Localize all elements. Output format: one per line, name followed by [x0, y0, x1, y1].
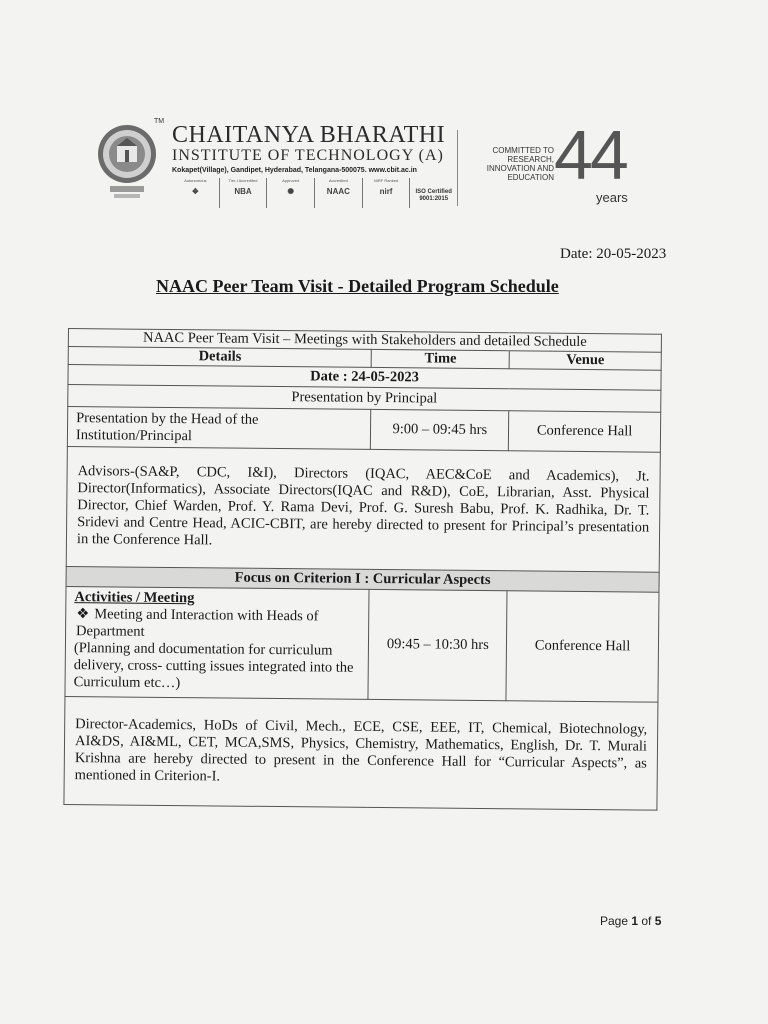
- accreditation-caption: Accredited: [328, 178, 348, 183]
- accreditation-naac: [315, 178, 363, 208]
- institute-address: Kokapet(Village), Gandipet, Hyderabad, Telangana-500075. www.cbit.ac.in: [172, 167, 417, 174]
- schedule-table: [63, 328, 662, 811]
- section2-time: 09:45 – 10:30 hrs: [368, 589, 507, 700]
- accreditation-mark: ❖: [191, 187, 199, 196]
- accreditation-mark: NAAC: [326, 187, 350, 196]
- accreditation-mark: nirf: [379, 187, 393, 196]
- header-time: Time: [372, 349, 510, 368]
- institute-subtitle: INSTITUTE OF TECHNOLOGY (A): [172, 147, 444, 164]
- page-mid: of: [638, 914, 655, 928]
- bullet-item: [74, 606, 361, 643]
- committed-tagline: COMMITTED TO RESEARCH, INNOVATION AND EDUCATION: [486, 146, 554, 182]
- trademark-symbol: TM: [154, 118, 165, 125]
- diamond-bullet-icon: ❖: [76, 606, 90, 623]
- accreditation-iso: [410, 178, 457, 208]
- accreditation-caption: Tier-I Accredited: [228, 178, 258, 183]
- accreditation-autonomous: [172, 178, 220, 208]
- section1-detail: Presentation by the Head of the Institution/Principal: [67, 407, 371, 450]
- section2-venue: Conference Hall: [506, 591, 659, 702]
- schedule-date: Date : 24-05-2023: [68, 365, 661, 391]
- header-divider: [457, 130, 458, 206]
- accreditation-caption: Approved: [282, 178, 300, 183]
- accreditation-mark: ✺: [287, 187, 295, 196]
- section2-detail-cell: [65, 586, 370, 699]
- document-date: Date: 20-05-2023: [560, 246, 667, 262]
- accreditation-nba: [220, 178, 268, 208]
- accreditation-mark: NBA: [234, 187, 252, 196]
- section2-note: Director-Academics, HoDs of Civil, Mech., ECE, CSE, EEE, IT, Chemical, Biotechnology, AI&DS, AI&ML, CET, MCA,SMS, Physics, Chemistry, Mathematics, English, Dr. T. Murali Krishna are hereby directed to present in the Conference Hall for “Curricular Aspects”, as mentioned in Criterion-I.: [64, 696, 658, 810]
- accreditation-logos: [172, 178, 457, 208]
- note-row: [64, 696, 658, 810]
- table-row: [65, 586, 659, 702]
- accreditation-caption: NIRF Ranked: [373, 178, 399, 183]
- table-row: [67, 407, 660, 453]
- page-title: NAAC Peer Team Visit - Detailed Program Schedule: [156, 276, 559, 296]
- years-label: years: [596, 190, 628, 205]
- header-details: Details: [68, 347, 372, 368]
- section1-heading: Presentation by Principal: [68, 385, 661, 413]
- section1-time: 9:00 – 09:45 hrs: [371, 409, 509, 450]
- section1-note: Advisors-(SA&P, CDC, I&I), Directors (IQAC, AEC&CoE and Academics), Jt. Director(Informatics), Associate Directors(IQAC and R&D), CoE, Librarian, Asst. Physical Director, Chief Warden, Prof. Y. Rama Devi, Prof. G. Suresh Babu, Prof. K. Radhika, Dr. T. Sridevi and Centre Head, ACIC-CBIT, are hereby directed to present for Principal’s presentation in the Conference Hall.: [66, 446, 660, 572]
- header-venue: Venue: [509, 351, 661, 370]
- note-row: [66, 446, 660, 572]
- accreditation-nirf: [363, 178, 411, 208]
- bullet-text: Meeting and Interaction with Heads of Department: [76, 606, 319, 640]
- section2-heading: Focus on Criterion I : Curricular Aspects: [66, 566, 659, 592]
- iso-certified-label: ISO Certified 9001:2015: [415, 189, 452, 202]
- accreditation-aicte: [267, 178, 315, 208]
- table-caption: NAAC Peer Team Visit – Meetings with Stakeholders and detailed Schedule: [68, 329, 661, 353]
- institute-seal-logo: [96, 122, 158, 202]
- activity-description: (Planning and documentation for curriculum delivery, cross- cutting issues integrated into the Curriculum etc…): [73, 640, 354, 692]
- page-total: 5: [654, 914, 662, 928]
- page-current: 1: [631, 914, 639, 928]
- section1-venue: Conference Hall: [509, 411, 661, 452]
- activities-label: Activities / Meeting: [74, 589, 195, 607]
- accreditation-caption: Autonomous: [184, 178, 207, 183]
- page-number: [600, 914, 661, 928]
- institute-name: CHAITANYA BHARATHI: [172, 122, 446, 148]
- page-prefix: Page: [600, 914, 632, 928]
- years-number: 44: [554, 116, 626, 194]
- letterhead: [96, 118, 656, 210]
